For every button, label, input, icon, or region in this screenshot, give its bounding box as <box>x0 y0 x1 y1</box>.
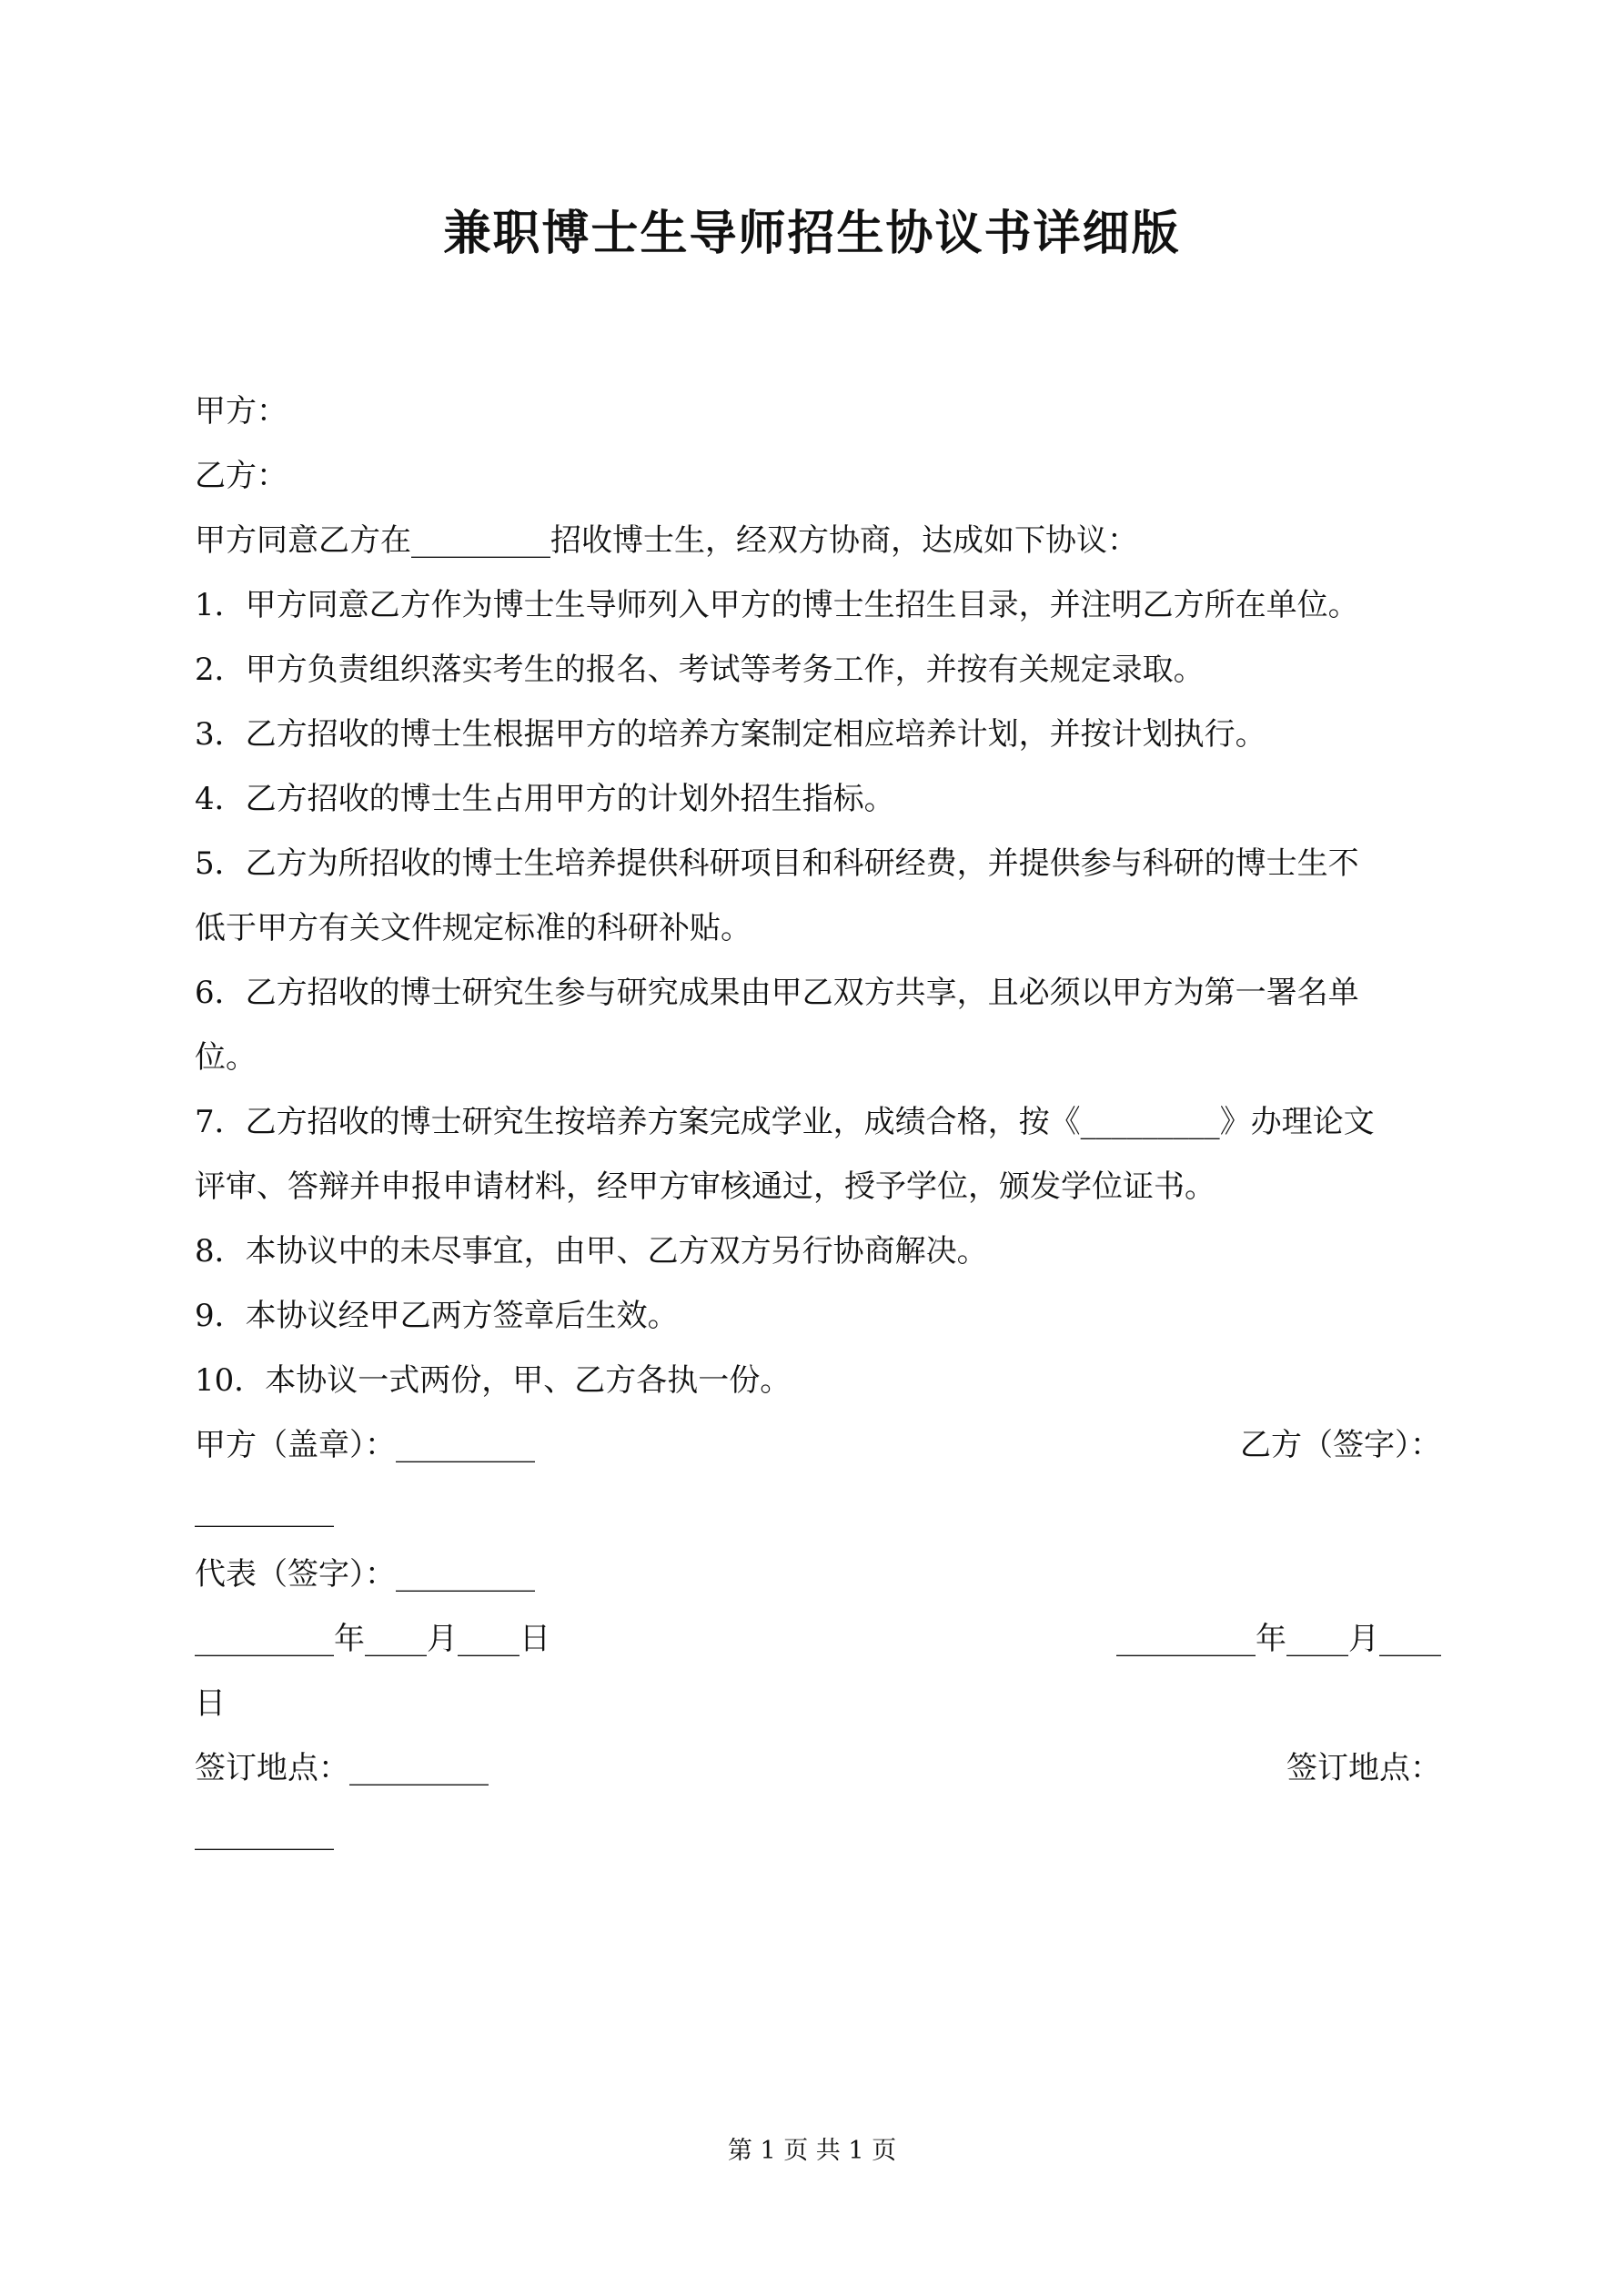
clause-line: 位。 <box>195 1039 257 1076</box>
clause-line: 低于甲方有关文件规定标准的科研补贴。 <box>195 910 751 946</box>
party-b-place-label: 签订地点： <box>1286 1750 1441 1786</box>
clause-line: 5．乙方为所招收的博士生培养提供科研项目和科研经费，并提供参与科研的博士生不 <box>195 845 1359 882</box>
party-a-place-field: 签订地点：_________ <box>195 1750 489 1786</box>
clause-line: 1．甲方同意乙方作为博士生导师列入甲方的博士生招生目录，并注明乙方所在单位。 <box>195 587 1359 623</box>
party-b-date-field: _________年____月____ <box>1116 1621 1441 1657</box>
clause-line: 2．甲方负责组织落实考生的报名、考试等考务工作，并按有关规定录取。 <box>195 652 1205 688</box>
party-a-seal-field: 甲方（盖章）：_________ <box>195 1427 535 1463</box>
clause-line: 评审、答辩并申报申请材料，经甲方审核通过，授予学位，颁发学位证书。 <box>195 1168 1215 1205</box>
representative-sign-field: 代表（签字）：_________ <box>195 1556 535 1593</box>
clause-line: 4．乙方招收的博士生占用甲方的计划外招生指标。 <box>195 781 895 817</box>
document-body <box>195 379 1441 1866</box>
party-b-date-day: 日 <box>195 1685 226 1722</box>
clause-line: 3．乙方招收的博士生根据甲方的培养方案制定相应培养计划，并按计划执行。 <box>195 716 1266 753</box>
party-b-line: 乙方： <box>195 458 287 494</box>
clause-line: 10．本协议一式两份，甲、乙方各执一份。 <box>195 1362 792 1399</box>
clause-line: 8．本协议中的未尽事宜，由甲、乙方双方另行协商解决。 <box>195 1233 988 1269</box>
document-title: 兼职博士生导师招生协议书详细版 <box>443 206 1181 261</box>
page-number-footer: 第 1 页 共 1 页 <box>727 2137 897 2165</box>
party-a-line: 甲方： <box>195 393 287 430</box>
place-row <box>195 1736 1441 1801</box>
party-b-sign-blank: _________ <box>195 1492 334 1528</box>
party-b-place-blank: _________ <box>195 1815 334 1851</box>
party-b-sign-label: 乙方（签字）： <box>1240 1427 1441 1463</box>
seal-row <box>195 1413 1441 1478</box>
clause-line: 9．本协议经甲乙两方签章后生效。 <box>195 1298 679 1334</box>
clause-line: 6．乙方招收的博士研究生参与研究成果由甲乙双方共享，且必须以甲方为第一署名单 <box>195 975 1359 1011</box>
preamble-line: 甲方同意乙方在_________招收博士生，经双方协商，达成如下协议： <box>195 522 1138 559</box>
clause-line: 7．乙方招收的博士研究生按培养方案完成学业，成绩合格，按《_________》办理论文 <box>195 1104 1375 1140</box>
party-a-date-field: _________年____月____日 <box>195 1621 550 1657</box>
date-row <box>195 1607 1441 1672</box>
